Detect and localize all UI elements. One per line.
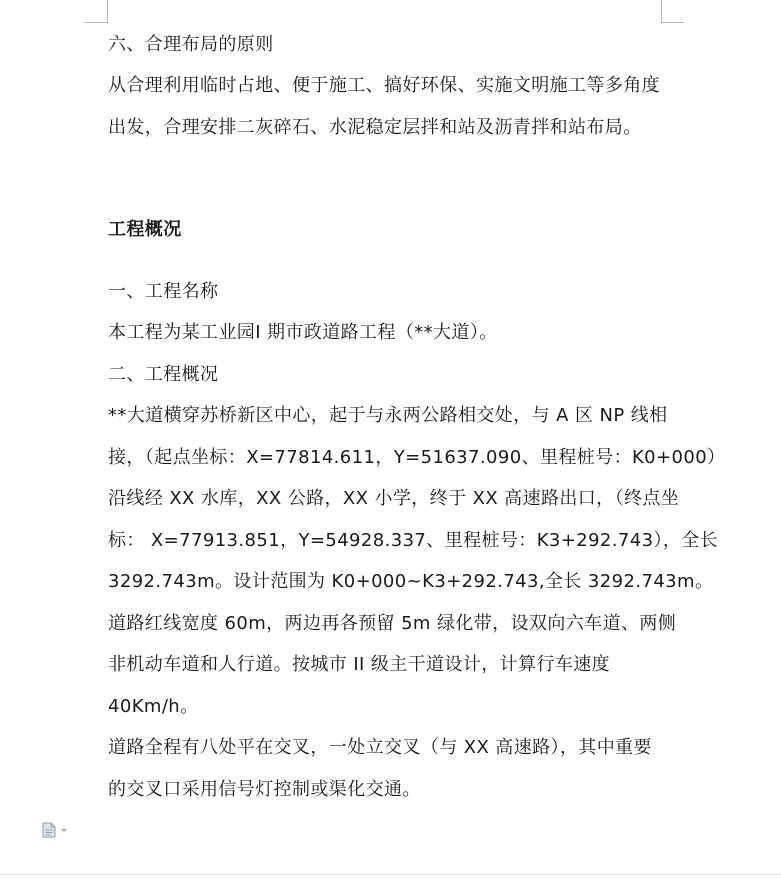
page-corner-mark-right xyxy=(661,0,684,23)
paragraph-line: 道路红线宽度 60m，两边再各预留 5m 绿化带，设双向六车道、两侧 xyxy=(108,613,677,634)
paragraph-line: 非机动车道和人行道。按城市 II 级主干道设计，计算行车速度 xyxy=(108,654,611,675)
paragraph-line: 从合理利用临时占地、便于施工、搞好环保、实施文明施工等多角度 xyxy=(108,75,660,96)
section-heading-layout-principle: 六、合理布局的原则 xyxy=(108,34,274,55)
heading-project-overview: 工程概况 xyxy=(108,219,182,240)
page-corner-mark-left xyxy=(85,0,108,23)
paragraph-line: 的交叉口采用信号灯控制或渠化交通。 xyxy=(108,779,421,800)
document-icon[interactable] xyxy=(42,822,68,838)
paragraph-line: 出发，合理安排二灰碎石、水泥稳定层拌和站及沥青拌和站布局。 xyxy=(108,117,642,138)
paragraph-line: 沿线经 XX 水库，XX 公路，XX 小学，终于 XX 高速路出口，（终点坐 xyxy=(108,488,680,509)
paragraph-line: 标： X=77913.851，Y=54928.337、里程桩号：K3+292.743），全长 xyxy=(108,530,719,551)
page-bottom-divider xyxy=(0,874,781,875)
paragraph-line: 40Km/h。 xyxy=(108,696,199,717)
section-heading-project-name: 一、工程名称 xyxy=(108,281,219,302)
paragraph-line: 道路全程有八处平在交叉，一处立交叉（与 XX 高速路），其中重要 xyxy=(108,737,652,758)
paragraph-line: **大道横穿苏桥新区中心，起于与永两公路相交处，与 A 区 NP 线相 xyxy=(108,405,668,426)
paragraph-line: 3292.743m。设计范围为 K0+000~K3+292.743,全长 3292.743m。 xyxy=(108,571,714,592)
paragraph-line: 本工程为某工业园Ⅰ 期市政道路工程（**大道）。 xyxy=(108,322,498,343)
section-heading-project-overview: 二、工程概况 xyxy=(108,364,219,385)
paragraph-line: 接，（起点坐标：X=77814.611，Y=51637.090、里程桩号：K0+000） xyxy=(108,447,726,468)
